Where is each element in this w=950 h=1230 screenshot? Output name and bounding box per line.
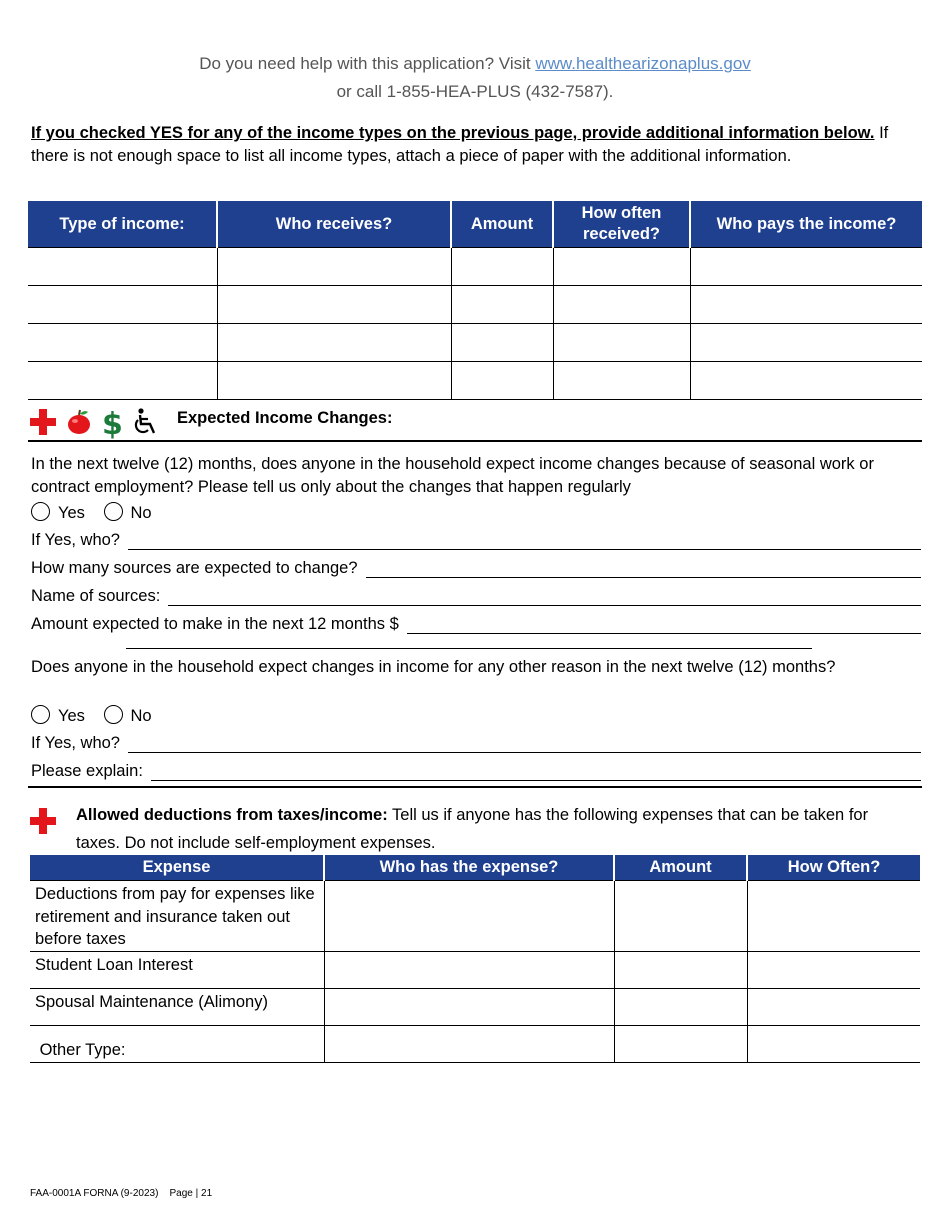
yes-label: Yes	[58, 504, 85, 522]
sources-count-field	[31, 559, 921, 578]
medical-cross-icon	[30, 409, 56, 440]
expense-label: Deductions from pay for expenses like retirement and insurance taken out before taxes	[30, 881, 324, 952]
table-row	[28, 286, 922, 324]
income-cell[interactable]	[553, 362, 690, 400]
income-cell[interactable]	[217, 248, 451, 286]
table-row	[30, 988, 920, 1025]
expense-cell[interactable]	[614, 881, 747, 952]
col-amount: Amount	[614, 855, 747, 881]
apple-icon	[66, 409, 92, 440]
who-label-2: If Yes, who?	[31, 734, 120, 752]
table-row	[30, 1025, 920, 1062]
expense-label: Student Loan Interest	[30, 951, 324, 988]
income-cell[interactable]	[451, 286, 553, 324]
no-label: No	[130, 707, 152, 725]
expense-cell[interactable]	[614, 951, 747, 988]
col-who-has-expense: Who has the expense?	[324, 855, 614, 881]
deductions-text: Tell us if anyone has the following expenses that can be taken for taxes. Do not include self-employment expenses.	[76, 806, 869, 852]
form-footer: FAA-0001A FORNA (9-2023) Page | 21	[30, 1188, 213, 1199]
expense-cell[interactable]	[747, 1025, 920, 1062]
income-cell[interactable]	[690, 248, 922, 286]
explain-label: Please explain:	[31, 762, 143, 780]
yes-label: Yes	[58, 707, 85, 725]
income-cell[interactable]	[28, 324, 217, 362]
deductions-table	[30, 855, 920, 1063]
col-how-often: How Often?	[747, 855, 920, 881]
income-cell[interactable]	[690, 286, 922, 324]
income-cell[interactable]	[28, 248, 217, 286]
income-cell[interactable]	[28, 286, 217, 324]
income-cell[interactable]	[553, 248, 690, 286]
table-row	[30, 951, 920, 988]
col-who-receives: Who receives?	[217, 201, 451, 248]
help-line-2: or call 1-855-HEA-PLUS (432-7587).	[336, 82, 614, 101]
help-line-1	[0, 54, 950, 74]
deductions-heading: Allowed deductions from taxes/income:	[76, 806, 388, 824]
income-cell[interactable]	[451, 324, 553, 362]
medical-cross-icon	[30, 808, 56, 839]
income-cell[interactable]	[217, 324, 451, 362]
source-names-label: Name of sources:	[31, 587, 161, 605]
who-input-2[interactable]	[128, 736, 921, 753]
who-input[interactable]	[128, 533, 921, 550]
income-table	[28, 201, 922, 400]
expected-income-changes-heading: Expected Income Changes:	[177, 409, 393, 427]
explain-field	[31, 762, 921, 781]
expense-label: Other Type:	[30, 1025, 324, 1062]
seasonal-change-options	[31, 502, 152, 525]
intro-note: If there is not enough space to list all income types, attach a piece of paper with the additional information.	[31, 124, 889, 165]
col-amount: Amount	[451, 201, 553, 248]
source-names-field	[31, 587, 921, 606]
income-table-header	[28, 201, 922, 248]
income-cell[interactable]	[28, 362, 217, 400]
yes-radio[interactable]	[31, 502, 50, 521]
explain-input[interactable]	[151, 764, 921, 781]
expense-cell[interactable]	[614, 1025, 747, 1062]
program-icons	[30, 408, 159, 441]
income-cell[interactable]	[451, 248, 553, 286]
who-field	[31, 531, 921, 550]
col-how-often: How often received?	[553, 201, 690, 248]
expected-amount-label: Amount expected to make in the next 12 months $	[31, 615, 399, 633]
expense-cell[interactable]	[324, 988, 614, 1025]
who-label: If Yes, who?	[31, 531, 120, 549]
separator-line	[126, 648, 812, 649]
col-expense: Expense	[30, 855, 324, 881]
table-row	[30, 881, 920, 952]
income-cell[interactable]	[553, 286, 690, 324]
intro-paragraph	[31, 122, 911, 167]
yes-radio[interactable]	[31, 705, 50, 724]
who-field-2	[31, 734, 921, 753]
source-names-input[interactable]	[168, 589, 921, 606]
expected-amount-input[interactable]	[407, 617, 921, 634]
income-cell[interactable]	[690, 362, 922, 400]
wheelchair-icon	[133, 408, 159, 441]
col-type-of-income: Type of income:	[28, 201, 217, 248]
help-text: Do you need help with this application? Visit	[199, 54, 536, 73]
no-radio[interactable]	[104, 705, 123, 724]
expense-cell[interactable]	[747, 951, 920, 988]
expense-cell[interactable]	[747, 881, 920, 952]
income-cell[interactable]	[217, 286, 451, 324]
expense-cell[interactable]	[324, 951, 614, 988]
seasonal-change-question: In the next twelve (12) months, does anyone in the household expect income changes because of seasonal work or contract employment? Please tell us only about the changes that happen regularly	[31, 455, 874, 496]
deductions-intro	[76, 801, 896, 857]
income-cell[interactable]	[451, 362, 553, 400]
expense-label: Spousal Maintenance (Alimony)	[30, 988, 324, 1025]
no-label: No	[130, 504, 152, 522]
income-cell[interactable]	[217, 362, 451, 400]
table-row	[28, 248, 922, 286]
deductions-table-header	[30, 855, 920, 881]
sources-count-label: How many sources are expected to change?	[31, 559, 358, 577]
expense-cell[interactable]	[324, 1025, 614, 1062]
section-divider	[28, 440, 922, 442]
sources-count-input[interactable]	[366, 561, 921, 578]
income-cell[interactable]	[690, 324, 922, 362]
table-row	[28, 362, 922, 400]
other-change-question: Does anyone in the household expect changes in income for any other reason in the next twelve (12) months?	[31, 658, 836, 676]
table-row	[28, 324, 922, 362]
expected-amount-field	[31, 615, 921, 634]
expense-cell[interactable]	[324, 881, 614, 952]
no-radio[interactable]	[104, 502, 123, 521]
intro-instruction: If you checked YES for any of the income types on the previous page, provide additional information below.	[31, 124, 875, 142]
col-who-pays: Who pays the income?	[690, 201, 922, 248]
expense-cell[interactable]	[747, 988, 920, 1025]
help-website-link[interactable]: www.healthearizonaplus.gov	[535, 54, 751, 73]
dollar-icon: $	[102, 406, 123, 442]
expense-cell[interactable]	[614, 988, 747, 1025]
income-cell[interactable]	[553, 324, 690, 362]
section-divider	[28, 786, 922, 788]
other-change-options	[31, 705, 152, 728]
